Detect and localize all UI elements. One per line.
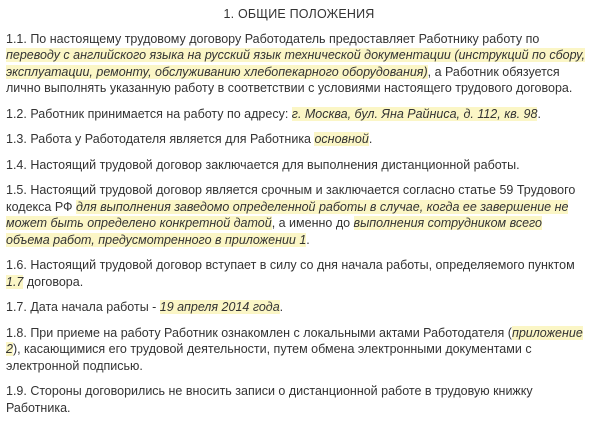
clause-1-5 xyxy=(6,182,592,248)
clause-text: . xyxy=(306,232,310,247)
clause-text: ), касающимися его трудовой деятельности, путем обмена электронными документами с электронной подписью. xyxy=(6,342,532,373)
clause-text: 1.9. Стороны договорились не вносить записи о дистанционной работе в трудовую книжку Работника. xyxy=(6,384,533,415)
clause-1-4 xyxy=(6,157,592,174)
clause-1-8 xyxy=(6,325,592,375)
clause-1-1 xyxy=(6,31,592,97)
clause-highlight: 19 апреля 2014 года xyxy=(159,300,280,314)
clause-text: , а Работник обязуется лично выполнять указанную работу в соответствии с условиями настоящего трудового договора. xyxy=(6,64,573,95)
clause-1-3 xyxy=(6,131,592,148)
clause-text: . xyxy=(279,300,284,314)
clause-1-7 xyxy=(6,299,592,316)
clause-text: договора. xyxy=(23,274,84,289)
clause-1-9 xyxy=(6,383,592,416)
clause-text: 1.1. По настоящему трудовому договору Работодатель предоставляет Работнику работу по xyxy=(6,31,540,46)
clause-text: . xyxy=(537,106,541,121)
clause-text: 1.2. Работник принимается на работу по адресу: xyxy=(6,106,292,121)
clause-highlight: переводу с английского языка на русский язык технической документации (инструкций по сбору, эксплуатации, ремонту, обслуживанию хлебопекарного оборудования) xyxy=(6,48,586,79)
clause-text: 1.4. Настоящий трудовой договор заключается для выполнения дистанционной работы. xyxy=(6,157,520,172)
clause-highlight: основной xyxy=(314,132,369,146)
clause-text: 1.6. Настоящий трудовой договор вступает в силу со дня начала работы, определяемого пунктом xyxy=(6,258,575,272)
clause-highlight: 1.7 xyxy=(6,274,24,289)
clause-highlight: для выполнения заведомо определенной работы в случае, когда ее завершение не может быть определено конкретной датой xyxy=(6,199,569,230)
clause-highlight: приложение 2 xyxy=(6,325,583,356)
clause-1-6 xyxy=(6,257,592,290)
clause-highlight: г. Москва, бул. Яна Райниса, д. 112, кв. 98 xyxy=(291,106,538,121)
clause-text: 1.8. При приеме на работу Работник ознакомлен с локальными актами Работодателя ( xyxy=(6,325,512,340)
clause-text: 1.5. Настоящий трудовой договор является срочным и заключается согласно статье 59 Трудового кодекса РФ xyxy=(6,183,576,214)
clause-text: . xyxy=(368,132,373,146)
section-title: 1. ОБЩИЕ ПОЛОЖЕНИЯ xyxy=(223,7,375,21)
clause-highlight: выполнения сотрудником всего объема работ, предусмотренного в приложении 1 xyxy=(6,216,543,247)
clause-1-2 xyxy=(6,106,592,123)
clause-text: 1.7. Дата начала работы - xyxy=(6,300,160,314)
clause-text: , а именно до xyxy=(271,216,354,230)
clause-text: 1.3. Работа у Работодателя является для Работника xyxy=(6,132,315,146)
